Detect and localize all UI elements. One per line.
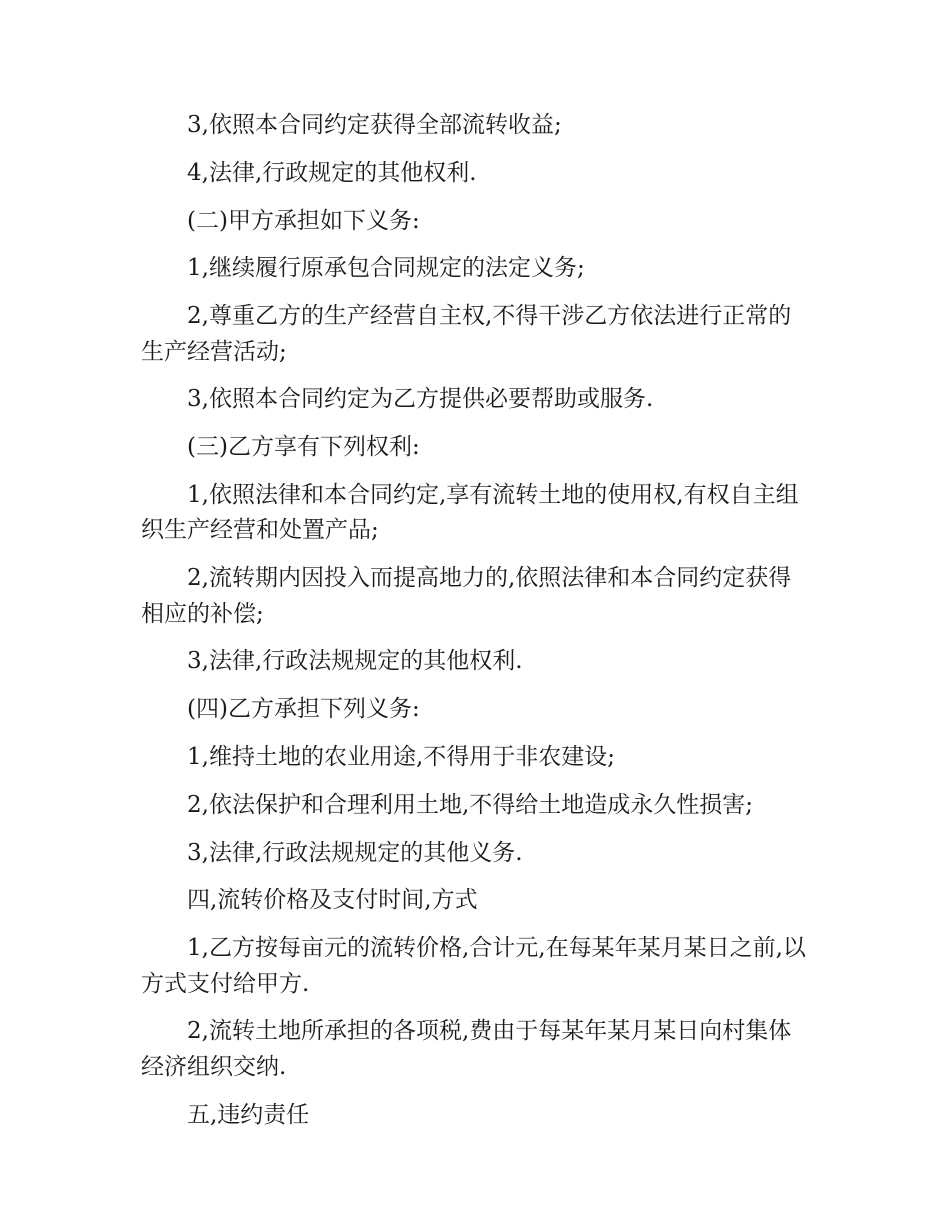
- paragraph-original-contract-duty: 1,继续履行原承包合同规定的法定义务;: [187, 255, 585, 282]
- heading-breach-liability: 五,违约责任: [187, 1101, 310, 1128]
- paragraph-land-use-right: 1,依照法律和本合同约定,享有流转土地的使用权,有权自主组织生产经营和处置产品;: [141, 481, 799, 544]
- paragraph-compensation: 2,流转期内因投入而提高地力的,依照法律和本合同约定获得相应的补偿;: [141, 565, 792, 627]
- paragraph-other-obligations: 3,法律,行政法规规定的其他义务.: [187, 839, 523, 866]
- paragraph-income-right: 3,依照本合同约定获得全部流转收益;: [187, 112, 562, 138]
- paragraph-other-rights-b: 3,法律,行政法规规定的其他权利.: [187, 648, 523, 675]
- paragraph-price-terms: 1,乙方按每亩元的流转价格,合计元,在每某年某月某日之前,以方式支付给甲方.: [141, 935, 806, 997]
- heading-price-payment: 四,流转价格及支付时间,方式: [187, 887, 478, 914]
- paragraph-provide-help: 3,依照本合同约定为乙方提供必要帮助或服务.: [187, 386, 654, 413]
- section-party-a-obligations: (二)甲方承担如下义务:: [187, 207, 420, 234]
- paragraph-taxes-fees: 2,流转土地所承担的各项税,费由于每某年某月某日向村集体经济组织交纳.: [141, 1018, 792, 1080]
- document-body: [141, 108, 809, 1145]
- paragraph-agricultural-use: 1,维持土地的农业用途,不得用于非农建设;: [187, 743, 616, 770]
- section-party-b-rights: (三)乙方享有下列权利:: [187, 434, 420, 461]
- section-party-b-obligations: (四)乙方承担下列义务:: [187, 696, 420, 723]
- paragraph-respect-autonomy: 2,尊重乙方的生产经营自主权,不得干涉乙方依法进行正常的生产经营活动;: [141, 303, 792, 365]
- paragraph-other-rights-a: 4,法律,行政规定的其他权利.: [187, 159, 477, 186]
- paragraph-protect-land: 2,依法保护和合理利用土地,不得给土地造成永久性损害;: [187, 791, 754, 818]
